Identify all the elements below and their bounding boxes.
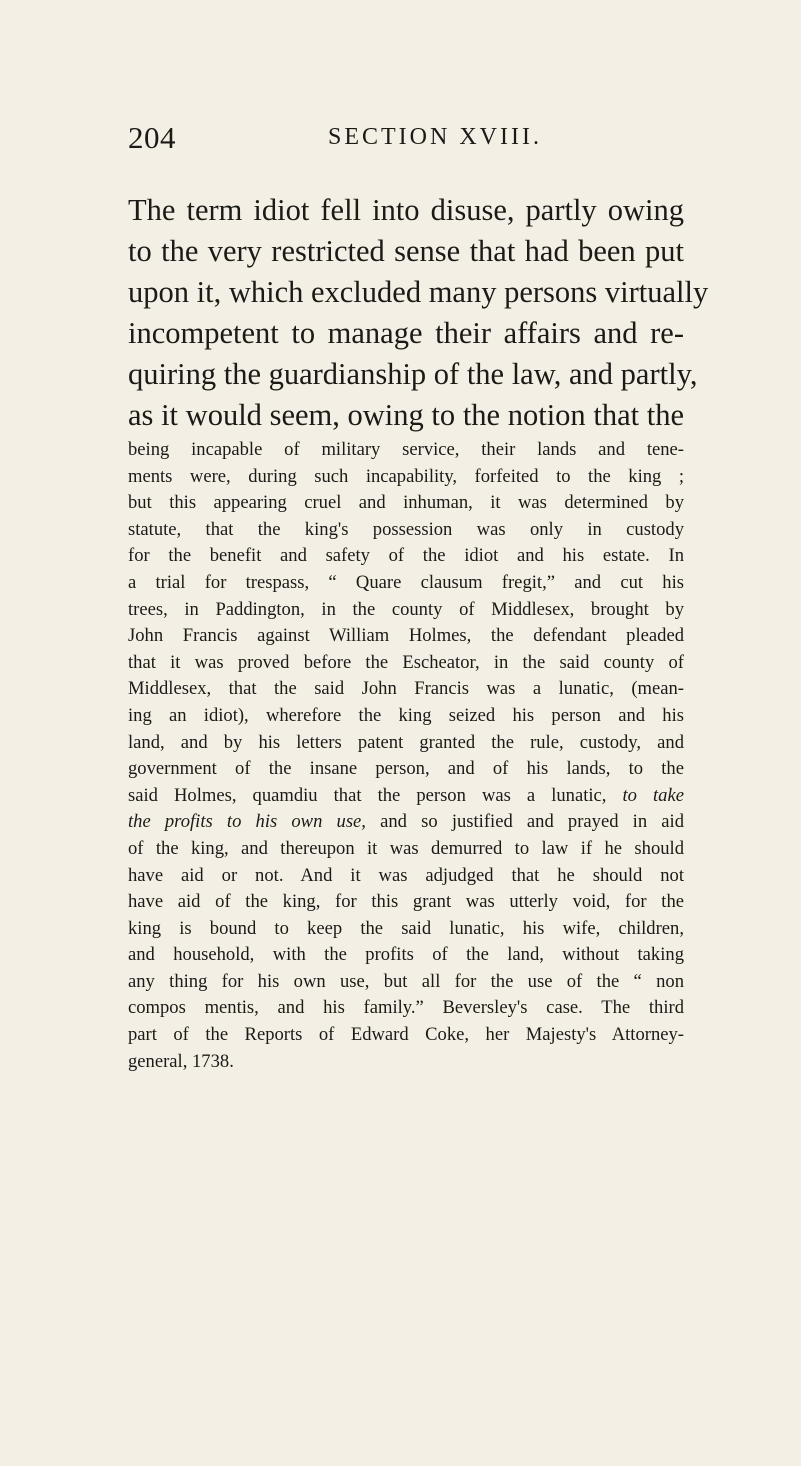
- quote-line: have aid or not. And it was adjudged that he should not: [128, 864, 684, 886]
- running-head: SECTION XVIII.: [328, 124, 542, 150]
- page-number: 204: [128, 120, 176, 155]
- paragraph-line: to the very restricted sense that had been put: [128, 234, 684, 268]
- quote-line: any thing for his own use, but all for the use of the “ non: [128, 970, 684, 992]
- quote-line: for the benefit and safety of the idiot and his estate. In: [128, 545, 684, 567]
- quoted-passage: [128, 437, 684, 1075]
- quote-line: that it was proved before the Escheator, in the said county of: [128, 651, 684, 673]
- quote-line-with-italic: [128, 809, 684, 836]
- paragraph-line: incompetent to manage their affairs and re-: [128, 316, 684, 350]
- italic-phrase: to take: [622, 784, 684, 806]
- quote-line: being incapable of military service, their lands and tene-: [128, 439, 684, 460]
- paragraph-line: upon it, which excluded many persons virtually: [128, 275, 709, 309]
- quote-line-with-italic: [128, 783, 684, 810]
- quote-line: and household, with the profits of the land, without taking: [128, 944, 684, 966]
- quote-line: general, 1738.: [128, 1050, 234, 1072]
- quote-line: part of the Reports of Edward Coke, her Majesty's Attorney-: [128, 1024, 684, 1046]
- quote-line: but this appearing cruel and inhuman, it was determined by: [128, 492, 684, 514]
- quote-line: king is bound to keep the said lunatic, his wife, children,: [128, 917, 684, 939]
- quote-line: government of the insane person, and of his lands, to the: [128, 758, 684, 780]
- quote-line: Middlesex, that the said John Francis was a lunatic, (mean-: [128, 678, 684, 700]
- quote-line-text: and so justified and prayed in aid: [380, 811, 684, 833]
- italic-phrase: the profits to his own use,: [128, 811, 366, 833]
- paragraph-line: quiring the guardianship of the law, and partly,: [128, 357, 698, 391]
- main-paragraph: [128, 190, 709, 436]
- quote-line: ing an idiot), wherefore the king seized his person and his: [128, 704, 684, 726]
- quote-line: land, and by his letters patent granted the rule, custody, and: [128, 731, 684, 753]
- quote-line: have aid of the king, for this grant was utterly void, for the: [128, 891, 684, 913]
- paragraph-line: The term idiot fell into disuse, partly owing: [128, 193, 684, 227]
- paragraph-line: as it would seem, owing to the notion that the: [128, 398, 684, 432]
- page-header: [128, 120, 684, 164]
- quote-line: trees, in Paddington, in the county of Middlesex, brought by: [128, 598, 684, 620]
- quote-line: compos mentis, and his family.” Beversley's case. The third: [128, 997, 684, 1019]
- quote-line: of the king, and thereupon it was demurred to law if he should: [128, 837, 684, 859]
- quote-line: statute, that the king's possession was only in custody: [128, 518, 684, 540]
- quote-line: John Francis against William Holmes, the defendant pleaded: [128, 625, 684, 647]
- quote-line-text: said Holmes, quamdiu that the person was a lunatic,: [128, 784, 607, 806]
- quote-line: a trial for trespass, “ Quare clausum fregit,” and cut his: [128, 571, 684, 593]
- quote-line: ments were, during such incapability, forfeited to the king ;: [128, 465, 684, 487]
